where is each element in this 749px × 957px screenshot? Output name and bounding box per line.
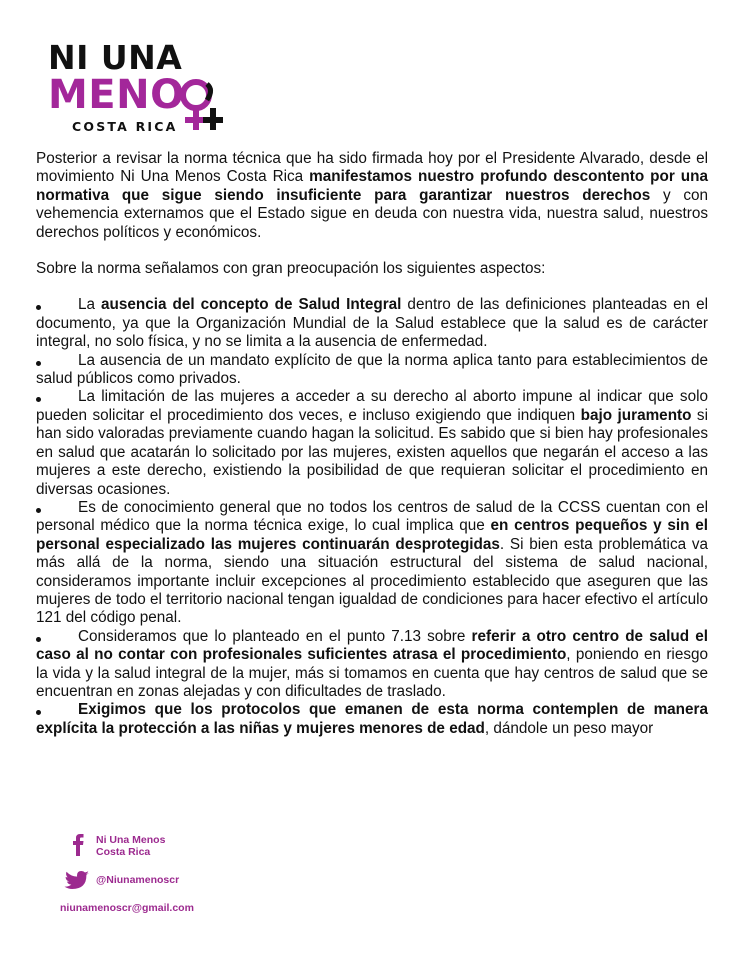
list-item: La ausencia del concepto de Salud Integral dentro de las definiciones planteadas en el documento, ya que la Organización Mundial de la Salud establece que la salud es de carácter integral, no solo física, y no se limita a la ausencia de enfermedad. <box>36 296 709 351</box>
list-item: Exigimos que los protocolos que emanen de esta norma contemplen de manera explícita la protección a las niñas y mujeres menores de edad, dándole un peso mayor <box>36 701 708 737</box>
venus-symbol-icon <box>176 76 226 136</box>
list-item: La limitación de las mujeres a acceder a su derecho al aborto impune al indicar que solo pueden solicitar el procedimiento dos veces, e incluso exigiendo que indiquen bajo juramento si han sido valoradas previamente cuando hagan la solicitud. Es sabido que si bien hay profesionales en salud que acatarán lo solicitado por las mujeres, existen aquellos que negarán el acceso a las mujeres a este derecho, existiendo la posibilidad de que requieran solicitar el procedimiento en diversas ocasiones. <box>36 388 708 498</box>
facebook-page-name[interactable]: Ni Una Menos Costa Rica <box>96 834 166 858</box>
email-address[interactable]: niunamenoscr@gmail.com <box>60 902 194 914</box>
statement-body <box>36 150 708 738</box>
intro-paragraph: Posterior a revisar la norma técnica que ha sido firmada hoy por el Presidente Alvarado, desde el movimiento Ni Una Menos Costa Rica manifestamos nuestro profundo descontento por una normativa que sigue siendo insuficiente para garantizar nuestros derechos y con vehemencia externamos que el Estado sigue en deuda con nuestra vida, nuestra salud, nuestros derechos políticos y económicos. <box>36 150 708 241</box>
logo-line-1: NI UNA <box>48 38 183 77</box>
list-item: Es de conocimiento general que no todos los centros de salud de la CCSS cuentan con el personal médico que la norma técnica exige, lo cual implica que en centros pequeños y sin el personal especializado las mujeres continuarán desprotegidas. Si bien esta problemática va más allá de la norma, siendo una situación estructural del sistema de salud nacional, consideramos importante incluir excepciones al procedimiento establecido que aseguren que las mujeres de todo el territorio nacional tengan igualdad de condiciones para hacer efectivo el artículo 121 del código penal. <box>36 498 709 627</box>
logo-line-2: MENO <box>48 72 185 118</box>
list-item: La ausencia de un mandato explícito de que la norma aplica tanto para establecimientos de salud públicos como privados. <box>36 351 708 388</box>
list-item: Consideramos que lo planteado en el punto 7.13 sobre referir a otro centro de salud el caso al no contar con profesionales suficientes atrasa el procedimiento, poniendo en riesgo la vida y la salud integral de la mujer, más si tomamos en cuenta que hay centros de salud que se encuentran en zonas alejadas y con dificultades de traslado. <box>36 627 708 700</box>
concerns-list <box>36 296 708 738</box>
contact-footer <box>60 830 360 930</box>
logo <box>48 40 248 140</box>
logo-line-3: COSTA RICA <box>72 119 178 134</box>
twitter-icon[interactable] <box>64 870 90 892</box>
facebook-icon[interactable] <box>68 830 86 856</box>
lead-sentence: Sobre la norma señalamos con gran preocupación los siguientes aspectos: <box>36 260 546 278</box>
twitter-handle[interactable]: @Niunamenoscr <box>96 874 180 886</box>
